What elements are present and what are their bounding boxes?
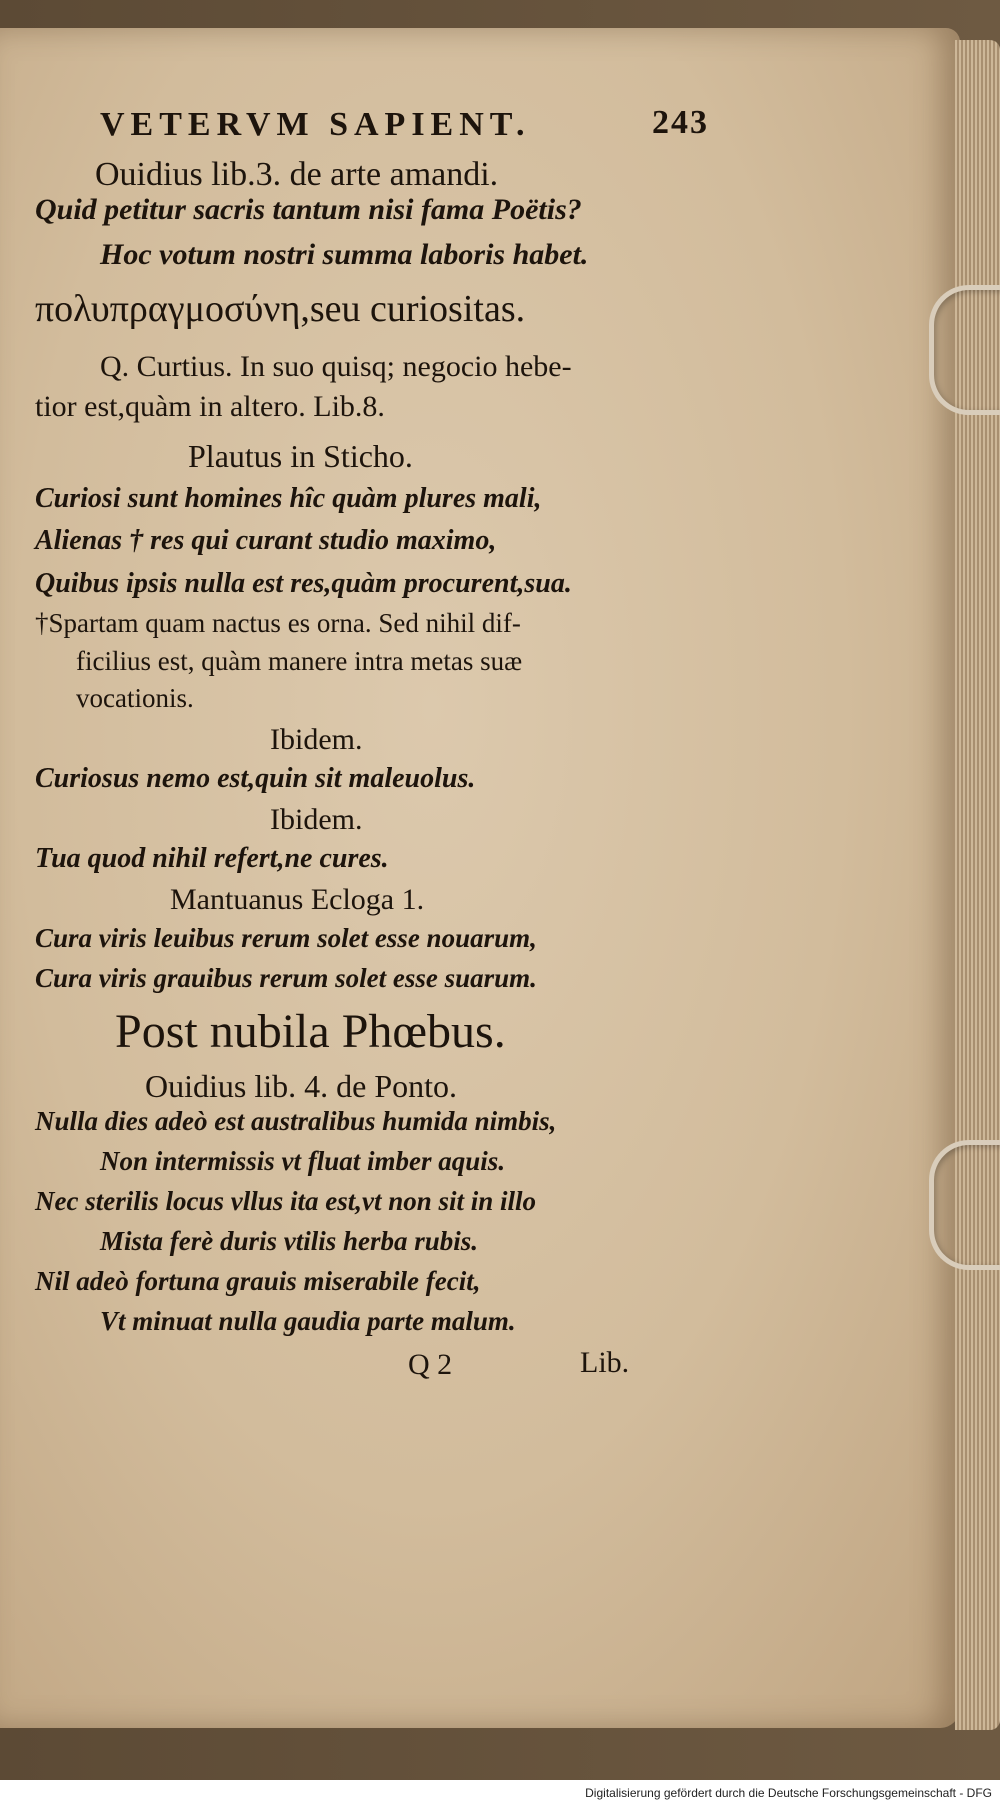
text-line: tior est,quàm in altero. Lib.8. [35, 390, 385, 423]
text-line: Quid petitur sacris tantum nisi fama Poëtis? [35, 193, 582, 226]
text-line: Curiosi sunt homines hîc quàm plures mali, [35, 483, 542, 514]
book-page [0, 28, 960, 1728]
catchword: Lib. [580, 1346, 630, 1379]
running-title: VETERVM SAPIENT. [100, 106, 531, 143]
text-line: Mantuanus Ecloga 1. [170, 883, 425, 916]
clasp-top [929, 285, 1000, 415]
section-heading: Post nubila Phœbus. [115, 1005, 506, 1058]
section-heading: πολυπραγμοσύνη,seu curiositas. [35, 288, 526, 330]
text-line: Tua quod nihil refert,ne cures. [35, 843, 389, 874]
signature-mark: Q 2 [408, 1348, 453, 1381]
text-line: Quibus ipsis nulla est res,quàm procurent,sua. [35, 568, 572, 599]
footer-bar [0, 1780, 1000, 1808]
text-line: Vt minuat nulla gaudia parte malum. [100, 1306, 516, 1336]
text-line: Q. Curtius. In suo quisq; negocio hebe- [100, 350, 572, 383]
text-line: Ibidem. [270, 803, 363, 836]
text-line: Curiosus nemo est,quin sit maleuolus. [35, 763, 476, 794]
text-line: Ouidius lib.3. de arte amandi. [95, 156, 499, 193]
text-line: Ouidius lib. 4. de Ponto. [145, 1068, 458, 1104]
page-number: 243 [652, 104, 709, 141]
clasp-bottom [929, 1140, 1000, 1270]
text-line: vocationis. [76, 683, 194, 713]
text-line: Ibidem. [270, 723, 363, 756]
text-line: Hoc votum nostri summa laboris habet. [100, 238, 589, 271]
text-line: Cura viris grauibus rerum solet esse suarum. [35, 963, 537, 993]
text-line: Cura viris leuibus rerum solet esse nouarum, [35, 923, 537, 953]
text-line: Alienas † res qui curant studio maximo, [35, 525, 497, 556]
text-line: Mista ferè duris vtilis herba rubis. [100, 1226, 479, 1256]
text-line: Plautus in Sticho. [188, 438, 413, 474]
text-line: †Spartam quam nactus es orna. Sed nihil dif- [35, 608, 521, 638]
footer-credit: Digitalisierung gefördert durch die Deutsche Forschungsgemeinschaft - DFG [585, 1786, 992, 1800]
text-line: Non intermissis vt fluat imber aquis. [100, 1146, 506, 1176]
text-line: Nil adeò fortuna grauis miserabile fecit, [35, 1266, 481, 1296]
text-line: Nulla dies adeò est australibus humida nimbis, [35, 1106, 557, 1136]
text-line: Nec sterilis locus vllus ita est,vt non sit in illo [35, 1186, 537, 1216]
text-line: ficilius est, quàm manere intra metas suæ [76, 646, 523, 676]
